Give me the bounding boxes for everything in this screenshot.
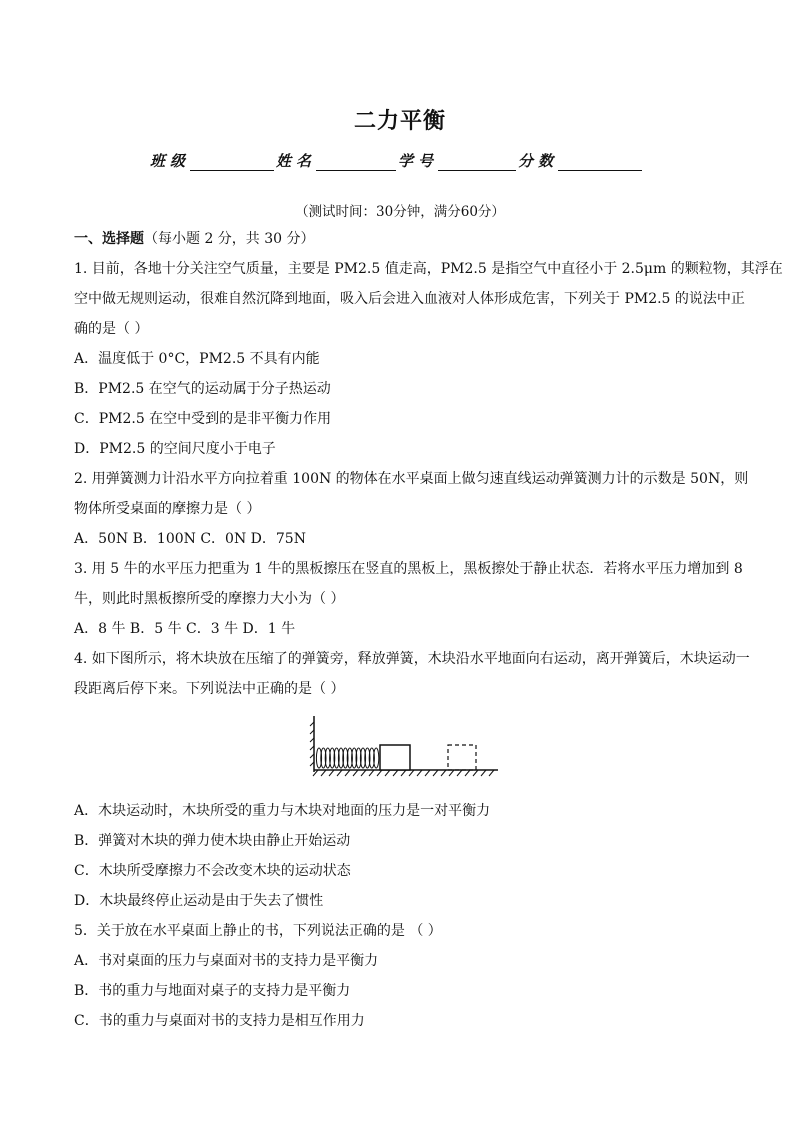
section-title: 一、选择题	[74, 231, 144, 247]
diagram-block-final-position	[448, 745, 476, 770]
question-4-option-c: C．木块所受摩擦力不会改变木块的运动状态	[74, 863, 351, 879]
question-1-option-b: B．PM2.5 在空气的运动属于分子热运动	[74, 381, 331, 397]
question-4-option-b: B．弹簧对木块的弹力使木块由静止开始运动	[74, 833, 351, 849]
name-blank[interactable]	[316, 154, 396, 171]
question-2-line-1: 2. 用弹簧测力计沿水平方向拉着重 100N 的物体在水平桌面上做匀速直线运动弹簧测力计的示数是 50N，则	[74, 471, 749, 487]
question-1-option-c: C．PM2.5 在空中受到的是非平衡力作用	[74, 411, 332, 427]
diagram-block	[380, 745, 410, 770]
class-blank[interactable]	[190, 154, 274, 171]
section-scoring-note: （每小题 2 分，共 30 分）	[144, 231, 315, 247]
question-3-line-1: 3. 用 5 牛的水平压力把重为 1 牛的黑板擦压在竖直的黑板上，黑板擦处于静止状态．若将水平压力增加到 8	[74, 561, 743, 577]
test-duration-note: （测试时间：30分钟，满分60分）	[295, 204, 505, 220]
question-4-option-d: D．木块最终停止运动是由于失去了惯性	[74, 893, 324, 909]
question-4-line-2: 段距离后停下来。下列说法中正确的是（ ）	[74, 681, 345, 697]
question-5-line-1: 5．关于放在水平桌面上静止的书，下列说法正确的是 （ ）	[74, 923, 442, 939]
question-5-option-a: A．书对桌面的压力与桌面对书的支持力是平衡力	[74, 953, 379, 969]
student-id-label: 学号	[398, 152, 439, 170]
page-title: 二力平衡	[353, 108, 446, 134]
student-id-blank[interactable]	[438, 154, 516, 171]
question-2-options: A．50N B．100N C．0N D．75N	[74, 531, 306, 547]
question-4-line-1: 4. 如下图所示，将木块放在压缩了的弹簧旁，释放弹簧，木块沿水平地面向右运动，离开弹簧后，木块运动一	[74, 651, 750, 667]
name-label: 姓名	[276, 152, 317, 170]
question-5-option-b: B．书的重力与地面对桌子的支持力是平衡力	[74, 983, 351, 999]
question-1-line-2: 空中做无规则运动，很难自然沉降到地面，吸入后会进入血液对人体形成危害，下列关于 PM2.5 的说法中正	[74, 291, 745, 307]
score-blank[interactable]	[558, 154, 642, 171]
question-3-options: A．8 牛 B．5 牛 C．3 牛 D．1 牛	[74, 621, 296, 637]
question-3-line-2: 牛，则此时黑板擦所受的摩擦力大小为（ ）	[74, 591, 345, 607]
diagram-ground-hatching	[313, 770, 494, 776]
score-label: 分数	[518, 152, 559, 170]
student-info-row	[150, 150, 644, 171]
question-1-option-a: A．温度低于 0°C，PM2.5 不具有内能	[74, 351, 320, 367]
question-1-line-3: 确的是（ ）	[74, 321, 149, 337]
question-1-line-1: 1. 目前，各地十分关注空气质量，主要是 PM2.5 值走高，PM2.5 是指空气中直径小于 2.5μm 的颗粒物，其浮在	[74, 261, 783, 277]
section-heading	[74, 228, 315, 248]
question-2-line-2: 物体所受桌面的摩擦力是（ ）	[74, 501, 261, 517]
class-label: 班级	[150, 152, 191, 170]
question-1-option-d: D．PM2.5 的空间尺度小于电子	[74, 441, 276, 457]
question-4-option-a: A．木块运动时，木块所受的重力与木块对地面的压力是一对平衡力	[74, 803, 491, 819]
question-5-option-c: C．书的重力与桌面对书的支持力是相互作用力	[74, 1013, 365, 1029]
spring-block-diagram	[308, 712, 508, 780]
diagram-spring	[316, 748, 378, 768]
